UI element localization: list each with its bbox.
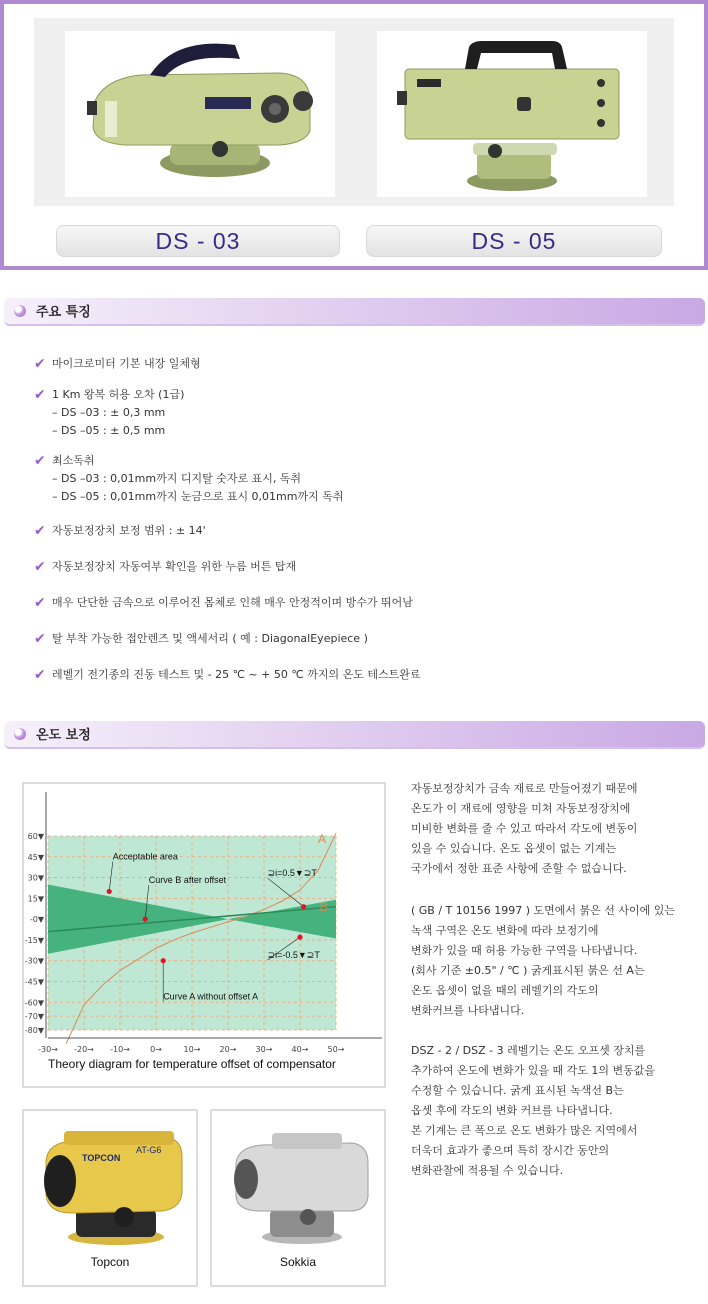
ds-03-photo xyxy=(65,31,335,197)
topcon-brand-text: TOPCON xyxy=(82,1153,121,1163)
feature-text: 마이크로미터 기본 내장 일체형 xyxy=(52,357,201,370)
feature-item xyxy=(34,630,368,648)
description-line: 변화가 있을 때 허용 가능한 구역을 나타냅니다. xyxy=(411,944,638,957)
chart-caption: Theory diagram for temperature offset of compensator xyxy=(48,1057,336,1071)
description-paragraph-1 xyxy=(411,779,701,879)
bullet-dot-icon xyxy=(14,305,26,317)
product-frame xyxy=(0,0,708,270)
description-line: 온도가 이 재료에 영향을 미쳐 자동보정장치에 xyxy=(411,802,631,815)
description-line: 본 기계는 큰 폭으로 온도 변화가 많은 지역에서 xyxy=(411,1124,638,1137)
y-tick-label: -70▼ xyxy=(24,1012,44,1022)
annotation-text: Curve A without offset A xyxy=(163,991,259,1002)
feature-item xyxy=(34,558,296,576)
description-line: 변화관찰에 적용될 수 있습니다. xyxy=(411,1164,564,1177)
x-tick-label: 30→ xyxy=(255,1045,273,1054)
y-tick-label: -60▼ xyxy=(24,998,44,1008)
check-icon: ✔ xyxy=(34,667,46,683)
feature-subtext: – DS –05 : ± 0,5 mm xyxy=(52,424,166,437)
x-tick-label: -30→ xyxy=(38,1045,58,1054)
feature-item xyxy=(34,594,413,612)
x-tick-label: 50→ xyxy=(327,1045,345,1054)
check-icon: ✔ xyxy=(34,631,46,647)
check-icon: ✔ xyxy=(34,356,46,372)
series-label-b: B xyxy=(319,899,328,914)
section-title: 온도 보정 xyxy=(36,728,91,743)
temperature-section-header xyxy=(4,721,705,749)
check-icon: ✔ xyxy=(34,387,46,403)
y-tick-label: -80▼ xyxy=(24,1026,44,1035)
annotation-text: Acceptable area xyxy=(112,851,178,862)
feature-subtext: – DS –05 : 0,01mm까지 눈금으로 표시 0,01mm까지 독취 xyxy=(52,490,344,503)
bullet-dot-icon xyxy=(14,728,26,740)
series-label-a: A xyxy=(318,831,327,846)
description-line: 온도 옵셋이 없을 때의 레벨기의 각도의 xyxy=(411,984,599,997)
feature-text: 자동보정장치 자동여부 확인을 위한 누름 버튼 탑재 xyxy=(52,560,297,573)
description-line: 국가에서 정한 표준 사항에 준할 수 없습니다. xyxy=(411,862,627,875)
feature-text: 레벨기 전기종의 진동 테스트 및 - 25 ℃ ~ + 50 ℃ 까지의 온도 테스트완료 xyxy=(52,668,421,681)
description-line: 녹색 구역은 온도 변화에 따라 보정기에 xyxy=(411,924,599,937)
x-tick-label: 40→ xyxy=(291,1045,309,1054)
feature-item xyxy=(34,522,206,540)
y-tick-label: 30▼ xyxy=(27,873,44,883)
description-line: (회사 기준 ±0.5" / ℃ ) 굵게표시된 붉은 선 A는 xyxy=(411,964,645,977)
x-tick-label: 0→ xyxy=(150,1045,162,1054)
x-tick-label: 10→ xyxy=(183,1045,201,1054)
annotation-marker xyxy=(143,917,148,922)
y-tick-label: 15▼ xyxy=(27,894,44,904)
feature-item xyxy=(34,386,184,440)
topcon-label: Topcon xyxy=(90,1255,130,1269)
description-line: ( GB / T 10156 1997 ) 도면에서 붉은 선 사이에 있는 xyxy=(411,904,676,917)
check-icon: ✔ xyxy=(34,453,46,469)
annotation-marker xyxy=(301,904,306,909)
ds-05-photo xyxy=(377,31,647,197)
description-paragraph-3 xyxy=(411,1041,701,1181)
sokkia-level-icon xyxy=(212,1113,384,1253)
temperature-offset-chart xyxy=(24,784,384,1054)
feature-item xyxy=(34,452,344,506)
description-line: 자동보정장치가 금속 재료로 만들어졌기 때문에 xyxy=(411,782,638,795)
check-icon: ✔ xyxy=(34,523,46,539)
description-line: 더욱더 효과가 좋으며 특히 장시간 동안의 xyxy=(411,1144,610,1157)
features-section-header xyxy=(4,298,705,326)
topcon-level-icon xyxy=(24,1113,196,1253)
annotation-marker xyxy=(161,958,166,963)
description-line: 변화커브를 나타냅니다. xyxy=(411,1004,525,1017)
feature-subtext: – DS –03 : ± 0,3 mm xyxy=(52,406,166,419)
y-tick-label: -30▼ xyxy=(24,956,44,966)
y-tick-label: 45▼ xyxy=(27,852,44,862)
description-line: 미비한 변화를 줄 수 있고 따라서 각도에 변동이 xyxy=(411,822,638,835)
description-line: DSZ - 2 / DSZ - 3 레벨기는 온도 오프셋 장치를 xyxy=(411,1044,646,1057)
x-tick-label: -10→ xyxy=(110,1045,130,1054)
feature-text: 자동보정장치 보정 범위 : ± 14' xyxy=(52,524,206,537)
annotation-marker xyxy=(107,889,112,894)
description-line: 있을 수 있습니다. 온도 옵셋이 없는 기계는 xyxy=(411,842,617,855)
check-icon: ✔ xyxy=(34,595,46,611)
feature-item xyxy=(34,355,201,373)
y-tick-label: -0▼ xyxy=(29,915,44,925)
feature-text: 1 Km 왕복 허용 오차 (1급) xyxy=(52,388,185,401)
sokkia-photo-panel xyxy=(210,1109,386,1287)
model-button-ds-05[interactable]: DS - 05 xyxy=(366,225,662,257)
feature-text: 탈 부착 가능한 접안렌즈 및 액세서리 ( 예 : DiagonalEyepiece ) xyxy=(52,632,368,645)
feature-item xyxy=(34,666,420,684)
y-tick-label: -45▼ xyxy=(24,977,44,987)
description-line: 수정할 수 있습니다. 굵게 표시된 녹색선 B는 xyxy=(411,1084,624,1097)
description-paragraph-2 xyxy=(411,901,701,1021)
level-instrument-icon xyxy=(65,31,335,197)
y-tick-label: 60▼ xyxy=(27,832,44,841)
topcon-model-text: AT-G6 xyxy=(136,1145,162,1155)
feature-text: 최소독취 xyxy=(52,454,95,467)
description-line: 옵셋 후에 각도의 변화 커브를 나타냅니다. xyxy=(411,1104,613,1117)
annotation-text: ⊇i=0.5▼⊇T xyxy=(267,868,317,879)
annotation-text: Curve B after offset xyxy=(148,875,227,886)
annotation-text: ⊇i=-0.5▼⊇T xyxy=(267,949,320,960)
level-instrument-icon xyxy=(377,31,647,197)
description-line: 추가하여 온도에 변화가 있을 때 각도 1의 변동값을 xyxy=(411,1064,655,1077)
annotation-marker xyxy=(297,935,302,940)
check-icon: ✔ xyxy=(34,559,46,575)
section-title: 주요 특징 xyxy=(36,305,91,320)
x-tick-label: 20→ xyxy=(219,1045,237,1054)
feature-text: 매우 단단한 금속으로 이루어진 몸체로 인해 매우 안정적이며 방수가 뛰어남 xyxy=(52,596,413,609)
feature-subtext: – DS –03 : 0,01mm까지 디지탈 숫자로 표시, 독취 xyxy=(52,472,302,485)
y-tick-label: -15▼ xyxy=(24,935,44,945)
sokkia-label: Sokkia xyxy=(279,1255,317,1269)
topcon-photo-panel xyxy=(22,1109,198,1287)
x-tick-label: -20→ xyxy=(74,1045,94,1054)
model-button-ds-03[interactable]: DS - 03 xyxy=(56,225,340,257)
